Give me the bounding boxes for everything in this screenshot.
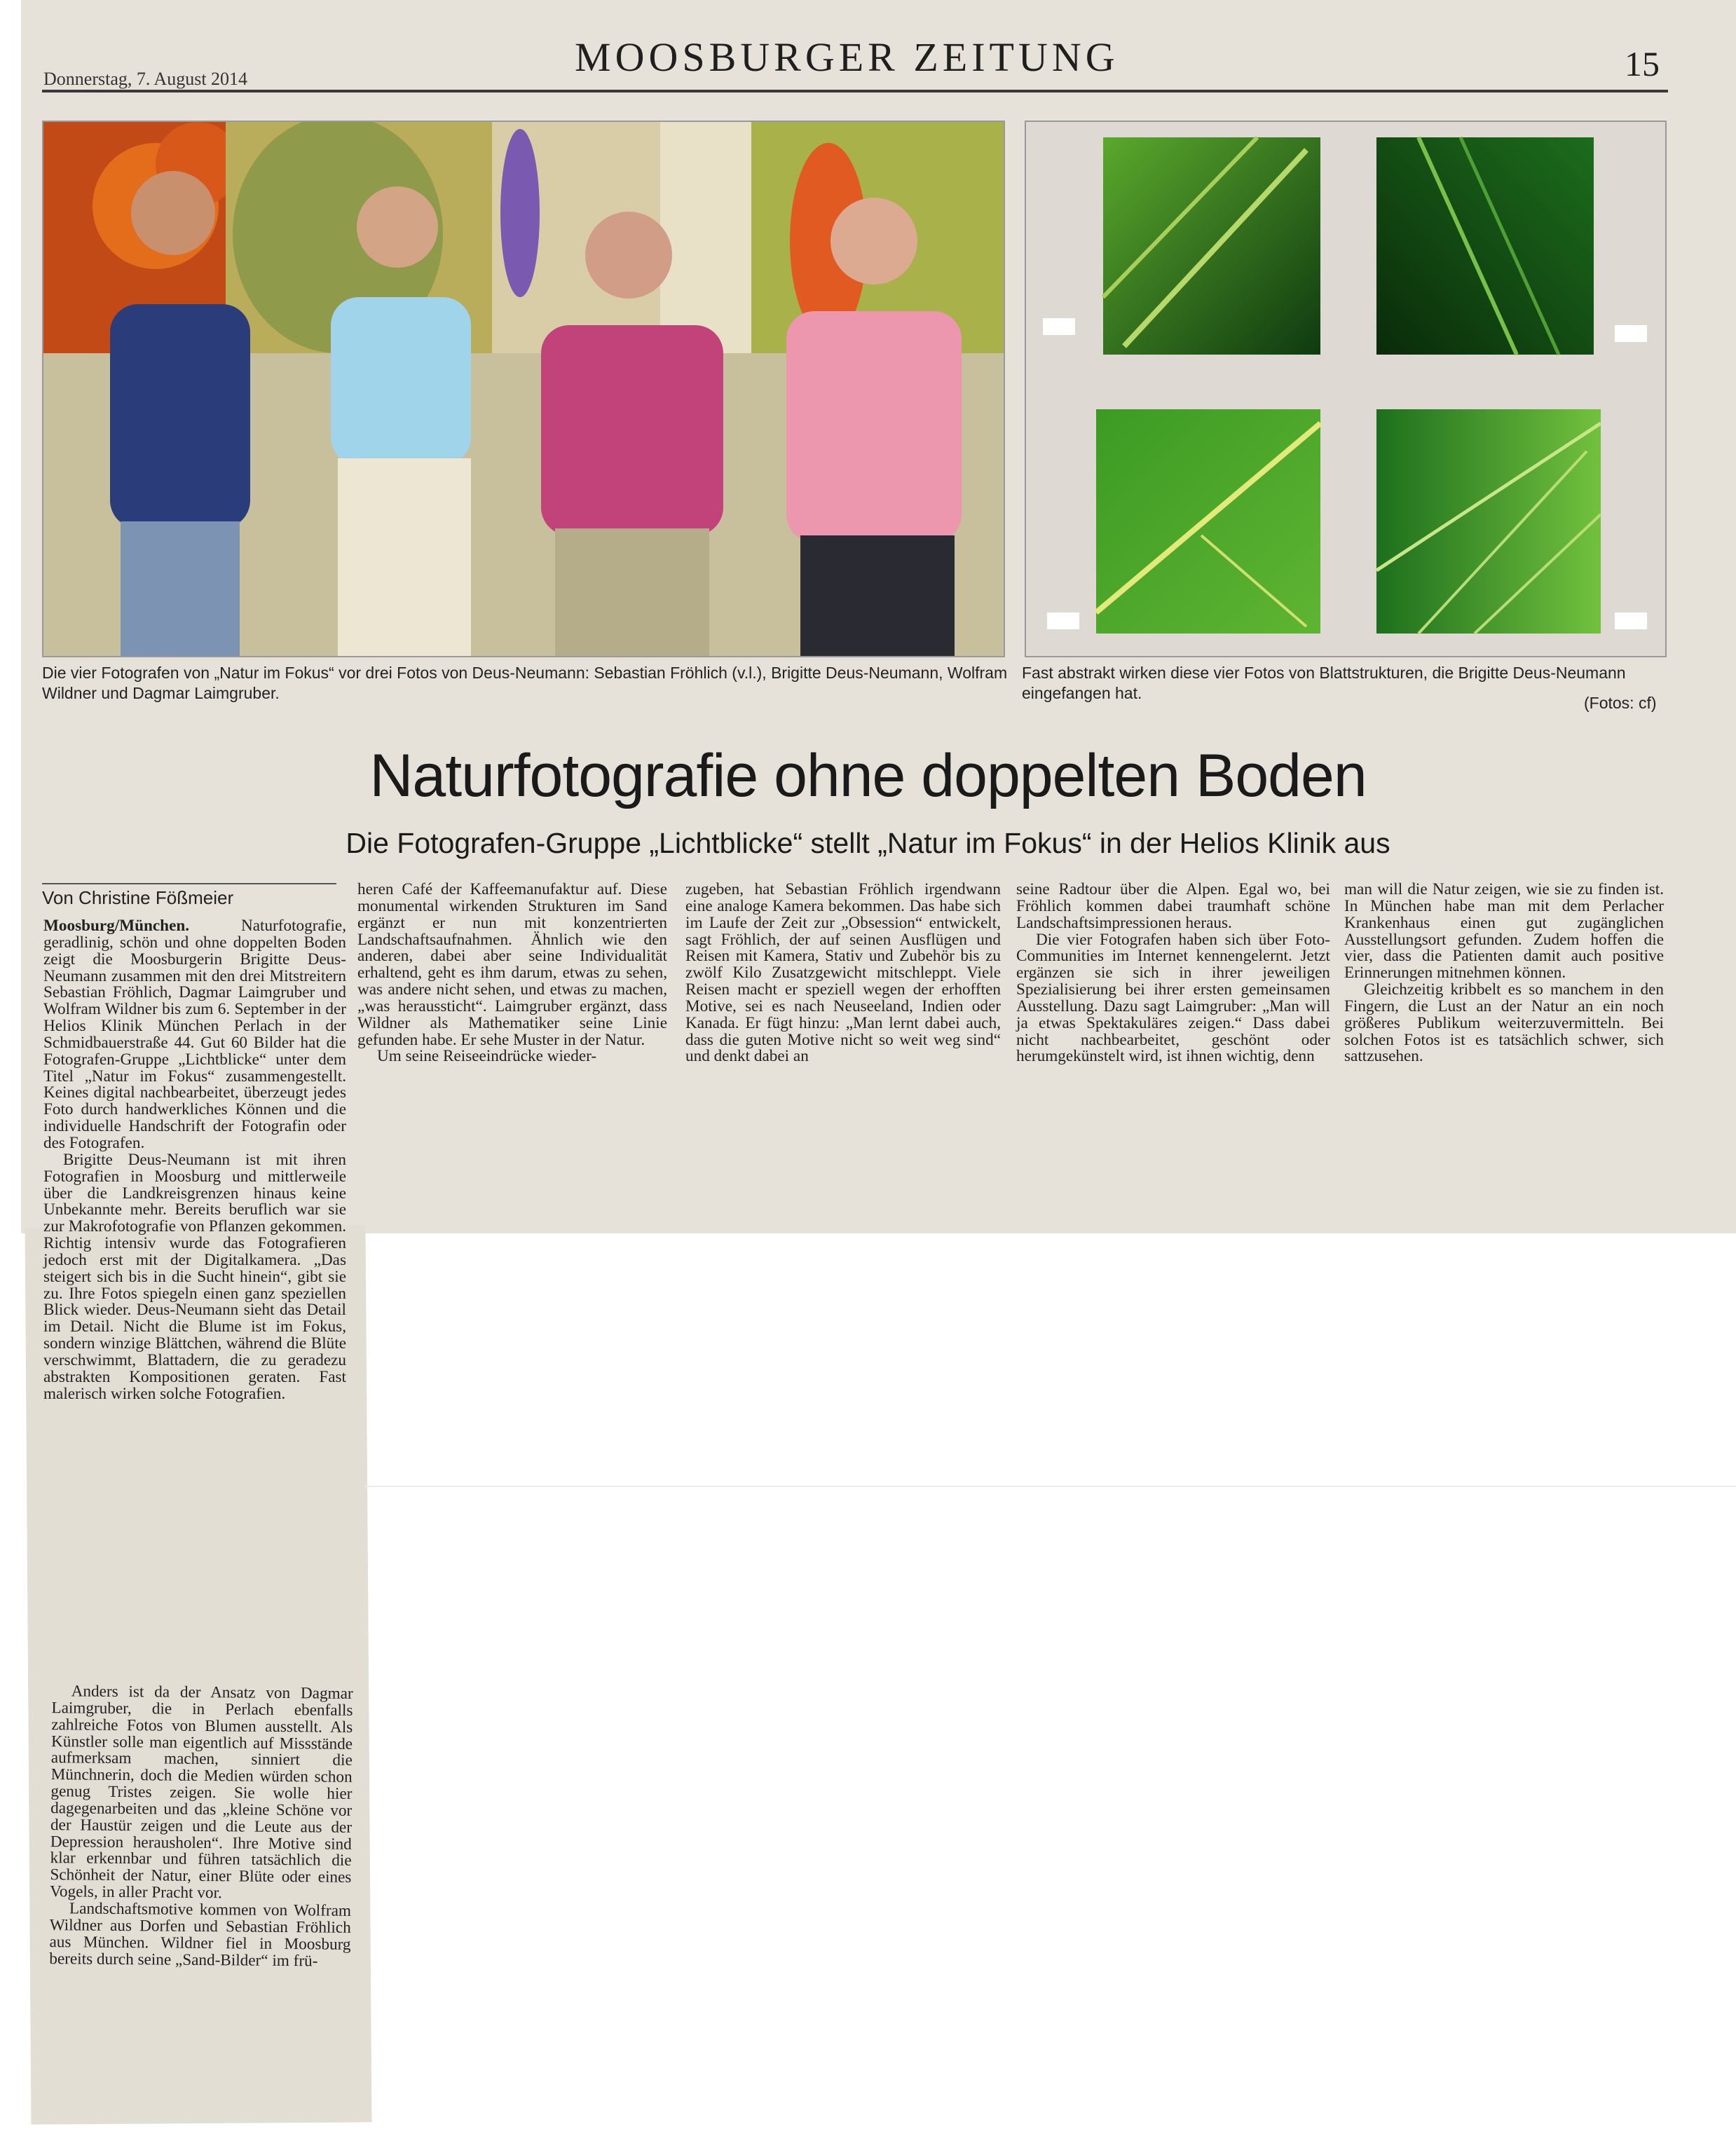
paragraph-closing: Gleichzeitig kribbelt es so manchem in den Fingern, die Lust an der Natur an ein noch größeres Publikum weiterzuvermitteln. Bei solchen Fotos ist es tatsächlich schwer, sich sattzusehen. [1344, 980, 1664, 1066]
paragraph-communities: Die vier Fotografen haben sich über Foto-Communities im Internet kennengelernt. Jetzt ergänzen sie sich in ihrer jeweiligen Spezialisierung bei ihrer ersten gemeinsamen Ausstellung. Dazu sagt Laimgruber: „Man will ja etwas Spektakuläres zeigen.“ Dass dabei nicht nachbearbeitet, geschönt oder herumgekünstelt wird, ist ihnen wichtig, denn [1016, 930, 1330, 1066]
article-column-3 [685, 882, 1001, 1065]
paragraph-nature: man will die Natur zeigen, wie sie zu finden ist. In München habe man mit dem Perlacher Krankenhaus einen gut zugänglichen Ausstellungsort gefunden. Zudem hoffen die vier, dass die Patienten damit auch positive Erinnerungen mitnehmen können. [1344, 880, 1664, 983]
dateline: Moosburg/München. [43, 917, 190, 935]
article-headline: Naturfotografie ohne doppelten Boden [369, 742, 1367, 809]
byline: Von Christine Fößmeier [42, 883, 336, 909]
paragraph-travel: Um seine Reiseeindrücke wieder- [377, 1047, 597, 1066]
paragraph-froehlich: zugeben, hat Sebastian Fröhlich irgendwann eine analoge Kamera bekommen. Das habe sich im Laufe der Zeit zur „Obsession“ entwickelt, sagt Fröhlich, der auf seinen Ausflügen und Reisen mit Kamera, Stativ und Zubehör bis zu zwölf Kilo Zusatzgewicht mitschleppt. Viele Reisen macht er speziell wegen der erhofften Motive, sei es nach Neuseeland, Indien oder Kanada. Er fügt hinzu: „Man lernt dabei auch, dass die guten Motive nicht so weit weg sind“ und denkt dabei an [685, 880, 1001, 1066]
leaf-tile-2 [1376, 137, 1594, 355]
article-subhead: Die Fotografen-Gruppe „Lichtblicke“ stellt „Natur im Fokus“ in der Helios Klinik aus [346, 827, 1390, 859]
paragraph-wildner: heren Café der Kaffeemanufaktur auf. Diese monumental wirkenden Strukturen im Sand ergänzt er nun mit konzentrierten Landschaftsaufnahmen. Ähnlich wie den anderen, dabei aber seine Individualität erhaltend, geht es ihm darum, etwas zu sehen, was andere nicht sehen, und etwas zu machen, „was heraussticht“. Laimgruber ergänzt, dass Wildner als Mathematiker seine Linie gefunden habe. Er sehe Muster in der Natur. [357, 880, 667, 1049]
paragraph-intro-text: Naturfotografie, geradlinig, schön und ohne doppelten Boden zeigt die Moosburgerin Brigitte Deus-Neumann zusammen mit den drei Mitstreitern Sebastian Fröhlich, Dagmar Laimgruber und Wolfram Wildner bis zum 6. September in der Helios Klinik München Perlach in der Schmidbauerstraße 44. Gut 60 Bilder hat die Fotografen-Gruppe „Lichtblicke“ unter dem Titel „Natur im Fokus“ zusammengestellt. Keines digital nachbearbeitet, überzeugt jedes Foto durch handwerkliches Können und die individuelle Handschrift der Fotografin oder des Fotografen. [43, 917, 346, 1152]
article-column-1 [43, 918, 346, 1402]
paragraph-laimgruber: Anders ist da der Ansatz von Dagmar Laimgruber, die in Perlach ebenfalls zahlreiche Fotos von Blumen ausstellt. Als Künstler solle man eigentlich auf Missstände aufmerksam machen, sinniert die Münchnerin, doch die Medien würden schon genug Tristes zeigen. Sie wolle hier dagegenarbeiten und das „kleine Schöne vor der Haustür zeigen und die Leute aus der Depression herausholen“. Ihre Motive sind klar erkennbar und führen tatsächlich die Schönheit der Natur, einer Blüte oder eines Vogels, in aller Pracht vor. [50, 1682, 353, 1903]
page-number: 15 [1625, 44, 1660, 83]
leaf-photo-image [1026, 122, 1665, 656]
paragraph-intro [43, 918, 346, 1152]
article-column-2 [357, 882, 667, 1065]
group-photo-image [43, 122, 1004, 656]
article-column-4 [1016, 882, 1330, 1065]
paragraph-deus-neumann: Brigitte Deus-Neumann ist mit ihren Fotografien in Moosburg und mittlerweile über die Landkreisgrenzen hinaus keine Unbekannte mehr. Bereits beruflich war sie zur Makrofotografie von Pflanzen gekommen. Richtig intensiv wurde das Fotografieren jedoch erst mit der Digitalkamera. „Das steigert sich bis in die Sucht hinein“, gibt sie zu. Ihre Fotos spiegeln einen ganz speziellen Blick wieder. Deus-Neumann sieht das Detail im Detail. Nicht die Blume ist im Fokus, sondern winzige Blättchen, während die Blüte verschwimmt, Blattadern, die zu geradezu abstrakten Kompositionen geraten. Fast malerisch wirken solche Fotografien. [43, 1150, 346, 1403]
article-column-5 [1344, 882, 1664, 1065]
group-photo-caption: Die vier Fotografen von „Natur im Fokus“ vor drei Fotos von Deus-Neumann: Sebastian Fröhlich (v.l.), Brigitte Deus-Neumann, Wolfram Wildner und Dagmar Laimgruber. [42, 664, 1008, 702]
issue-date: Donnerstag, 7. August 2014 [43, 69, 248, 89]
photo-credit: (Fotos: cf) [1584, 694, 1657, 712]
paragraph-landscape: Landschaftsmotive kommen von Wolfram Wildner aus Dorfen und Sebastian Fröhlich aus München. Wildner fiel in Moosburg bereits durch seine „Sand-Bilder“ im frü- [49, 1899, 352, 1970]
paper-fold-line [364, 1486, 1736, 1487]
leaf-photo-caption: Fast abstrakt wirken diese vier Fotos von Blattstrukturen, die Brigitte Deus-Neumann eingefangen hat. [1022, 664, 1626, 702]
paragraph-radtour: seine Radtour über die Alpen. Egal wo, bei Fröhlich kommen dabei traumhaft schöne Landschaftsimpressionen heraus. [1016, 880, 1330, 932]
newspaper-name: MOOSBURGER ZEITUNG [575, 34, 1119, 80]
leaf-tile-4 [1376, 409, 1601, 634]
leaf-structures-photo [1025, 121, 1667, 657]
group-photo [42, 121, 1005, 657]
masthead-rule [42, 90, 1668, 93]
article-column-1-continued [49, 1683, 353, 1970]
